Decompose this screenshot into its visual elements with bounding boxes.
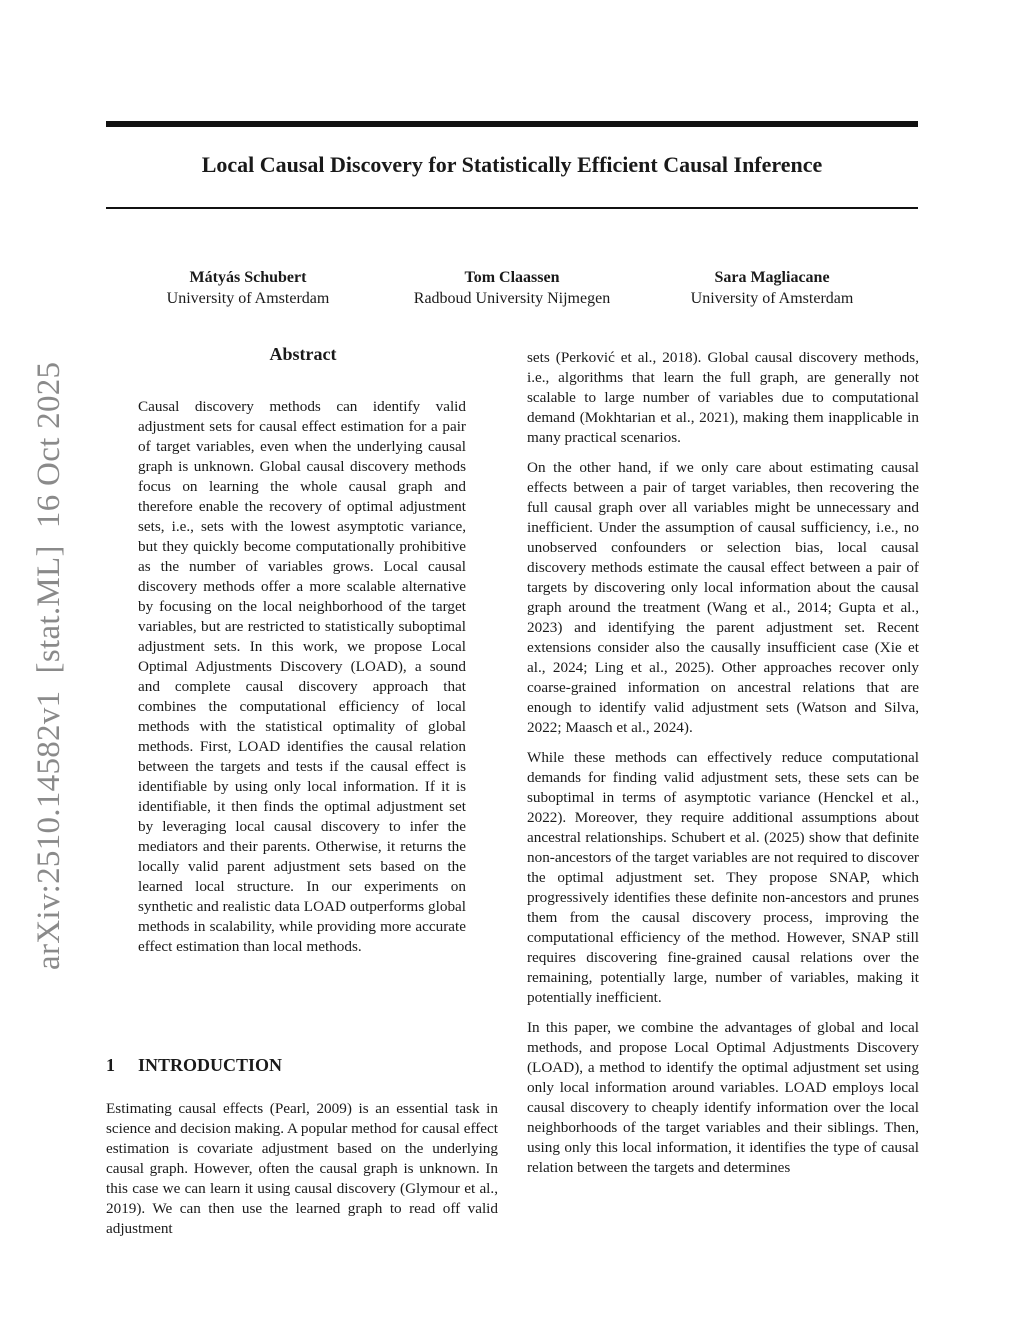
author-name: Sara Magliacane bbox=[714, 269, 830, 286]
paper-title: Local Causal Discovery for Statistically Efficient Causal Inference bbox=[201, 152, 823, 177]
author-block bbox=[642, 267, 902, 309]
author-block bbox=[382, 267, 642, 309]
section-number: 1 bbox=[106, 1055, 115, 1075]
right-column bbox=[527, 348, 919, 1188]
body-paragraph: sets (Perković et al., 2018). Global causal discovery methods, i.e., algorithms that learn the full graph, are generally not scalable to large number of variables due to computational demand (Mokhtarian et al., 2021), making them inapplicable in many practical scenarios. bbox=[527, 349, 919, 446]
author-name: Mátyás Schubert bbox=[189, 269, 307, 286]
abstract-heading: Abstract bbox=[269, 344, 337, 364]
author-affiliation: University of Amsterdam bbox=[690, 290, 854, 307]
author-affiliation: Radboud University Nijmegen bbox=[413, 290, 611, 307]
body-paragraph: On the other hand, if we only care about estimating causal effects between a pair of target variables, then recovering the full causal graph over all variables might be unnecessary and inefficient. Under the assumption of causal sufficiency, i.e., no unobserved confounders or selection bias, local causal discovery methods estimate the causal effect between a pair of targets by discovering only local information about the causal graph around the treatment (Wang et al., 2014; Gupta et al., 2023) and identifying the parent adjustment set. Recent extensions consider also the causally insufficient case (Xie et al., 2024; Ling et al., 2025). Other approaches recover only coarse-grained information on ancestral relations that are enough to identify valid adjustment sets (Watson and Silva, 2022; Maasch et al., 2024). bbox=[527, 459, 919, 736]
title-top-rule bbox=[106, 121, 918, 127]
title-bottom-rule bbox=[106, 207, 918, 209]
author-affiliation: University of Amsterdam bbox=[166, 290, 330, 307]
arxiv-watermark: arXiv:2510.14582v1 [stat.ML] 16 Oct 2025 bbox=[31, 361, 67, 970]
intro-paragraph: Estimating causal effects (Pearl, 2009) is an essential task in science and decision making. A popular method for causal effect estimation is covariate adjustment based on the underlying causal graph. However, often the causal graph is unknown. In this case we can learn it using causal discovery (Glymour et al., 2019). We can then use the learned graph to read off valid adjustment bbox=[106, 1100, 498, 1237]
section-title: INTRODUCTION bbox=[138, 1055, 283, 1075]
author-block bbox=[118, 267, 378, 309]
body-paragraph: In this paper, we combine the advantages of global and local methods, and propose Local Optimal Adjustments Discovery (LOAD), a method to identify the optimal adjustment set using only local information around variables. LOAD employs local causal discovery to cheaply identify information over the local neighborhoods of the target variables and their siblings. Then, using only this local information, it identifies the type of causal relation between the targets and determines bbox=[527, 1019, 919, 1176]
body-paragraph: While these methods can effectively reduce computational demands for finding valid adjustment sets, these sets can be suboptimal in terms of asymptotic variance (Henckel et al., 2022). Moreover, they require additional assumptions about ancestral relationships. Schubert et al. (2025) show that definite non-ancestors of the target variables are not required to discover the optimal adjustment set. They propose SNAP, which progressively identifies these definite non-ancestors and prunes them from the causal discovery process, improving the computational efficiency of the method. However, SNAP still requires discovering fine-grained causal relations over the remaining, potentially large, number of variables, making it potentially inefficient. bbox=[527, 749, 919, 1006]
author-name: Tom Claassen bbox=[464, 269, 560, 286]
section-heading bbox=[106, 1055, 498, 1076]
abstract-text: Causal discovery methods can identify valid adjustment sets for causal effect estimation for a pair of target variables, even when the underlying causal graph is unknown. Global causal discovery methods focus on learning the whole causal graph and therefore enable the recovery of optimal adjustment sets, i.e., sets with the lowest asymptotic variance, but they quickly become computationally prohibitive as the number of variables grows. Local causal discovery methods offer a more scalable alternative by focusing on the local neighborhood of the target variables, but are restricted to statistically suboptimal adjustment sets. In this work, we propose Local Optimal Adjustments Discovery (LOAD), a sound and complete causal discovery approach that combines the computational efficiency of local methods with the statistical optimality of global methods. First, LOAD identifies the causal relation between the targets and tests if the causal effect is identifiable by using only local information. If it is identifiable, it then finds the optimal adjustment set by leveraging local causal discovery to infer the mediators and their parents. Otherwise, it returns the locally valid parent adjustment sets based on the learned local structure. In our experiments on synthetic and realistic data LOAD outperforms global methods in scalability, while providing more accurate effect estimation than local methods. bbox=[138, 398, 466, 955]
